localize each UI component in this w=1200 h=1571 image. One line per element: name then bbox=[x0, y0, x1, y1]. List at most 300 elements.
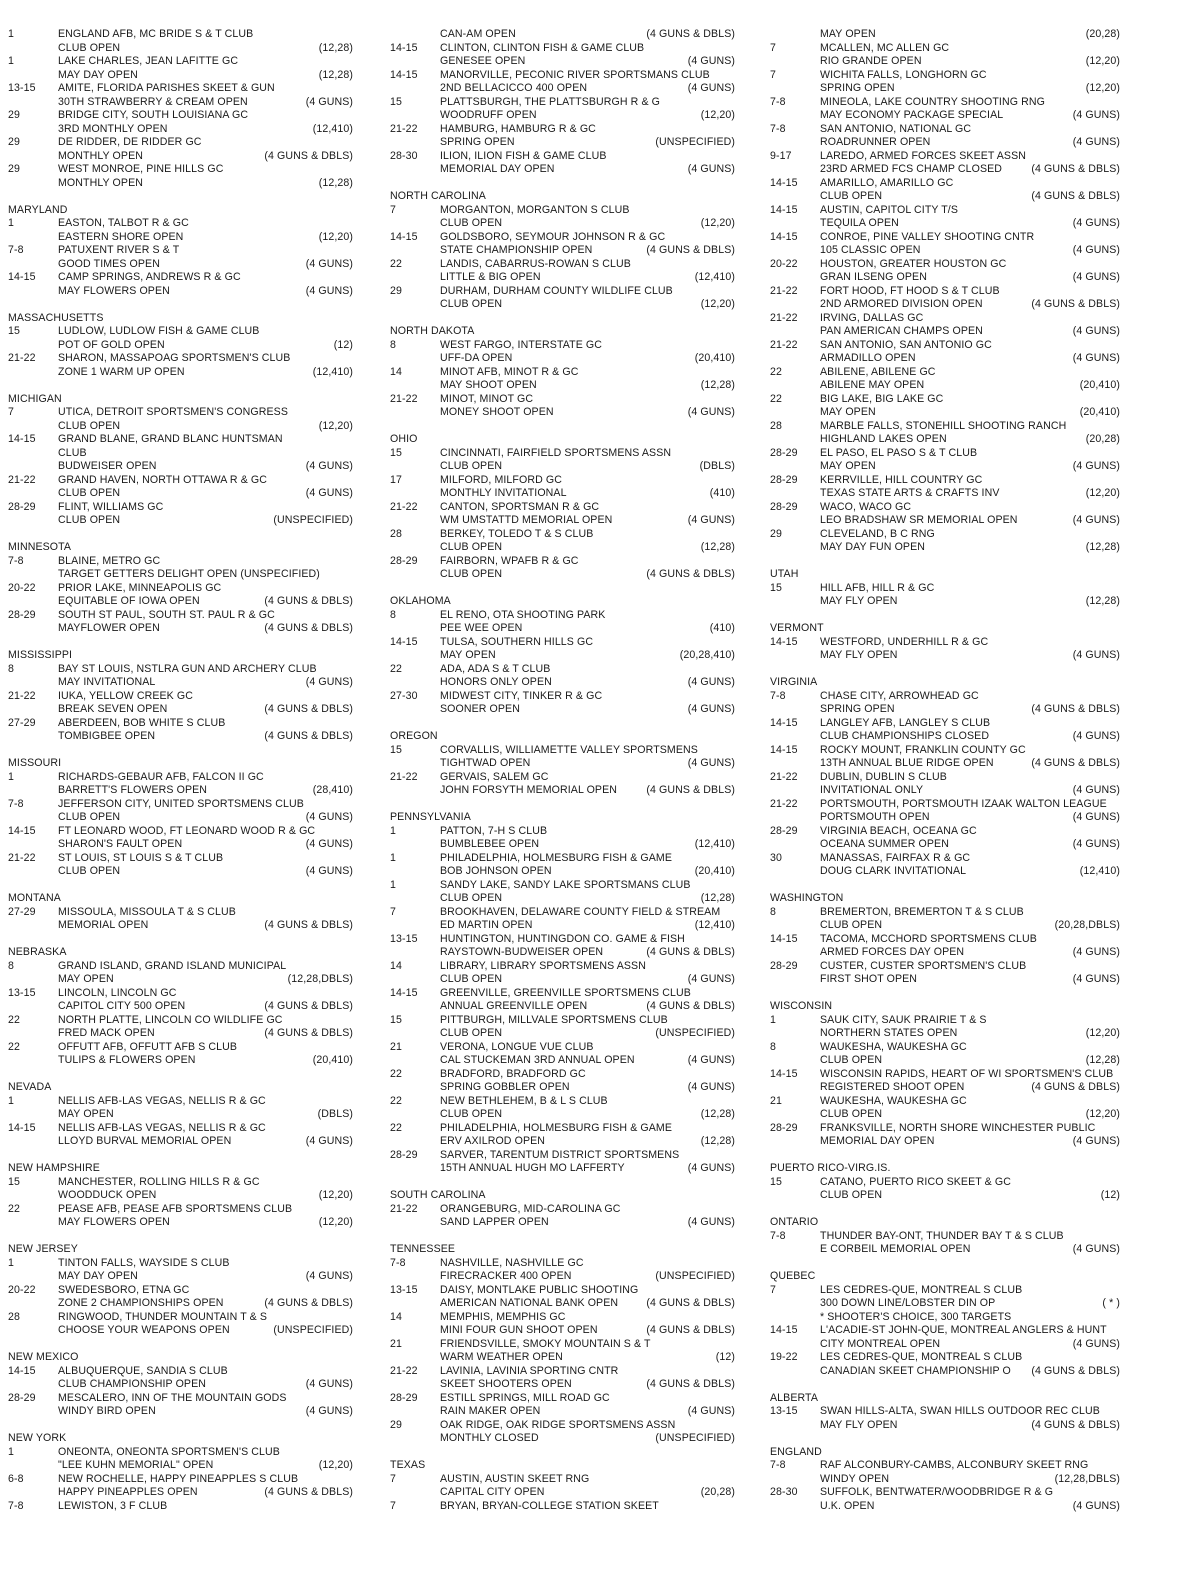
state-heading: NEVADA bbox=[8, 1081, 52, 1093]
event-text: ARMED FORCES DAY OPEN bbox=[820, 946, 965, 958]
event-line bbox=[8, 1446, 353, 1460]
event-text: CAN-AM OPEN bbox=[440, 28, 516, 40]
event-line bbox=[8, 568, 353, 582]
event-text: SOUTH ST PAUL, SOUTH ST. PAUL R & GC bbox=[58, 608, 275, 621]
event-text: NELLIS AFB-LAS VEGAS, NELLIS R & GC bbox=[58, 1094, 266, 1107]
event-text: MAY OPEN bbox=[820, 460, 876, 472]
event-line bbox=[390, 123, 735, 137]
state-heading: OREGON bbox=[390, 730, 438, 742]
event-text: NEW ROCHELLE, HAPPY PINEAPPLES S CLUB bbox=[58, 1472, 299, 1485]
event-dates: 7-8 bbox=[770, 1229, 786, 1242]
event-gauges: (4 GUNS) bbox=[687, 406, 735, 418]
event-gauges: (410) bbox=[709, 487, 735, 499]
event-gauges: (4 GUNS & DBLS) bbox=[646, 784, 735, 796]
event-text: GENESEE OPEN bbox=[440, 55, 526, 67]
event-gauges: (4 GUNS) bbox=[687, 163, 735, 175]
event-text: PORTSMOUTH, PORTSMOUTH IZAAK WALTON LEAGUE bbox=[820, 797, 1107, 810]
event-line bbox=[770, 1068, 1120, 1082]
event-line bbox=[770, 271, 1120, 285]
event-line bbox=[8, 1027, 353, 1041]
spacer bbox=[390, 1176, 735, 1190]
event-line bbox=[390, 217, 735, 231]
event-line bbox=[390, 150, 735, 164]
event-text: RAIN MAKER OPEN bbox=[440, 1405, 541, 1417]
event-dates: 28-29 bbox=[770, 959, 798, 972]
event-text: MONTHLY OPEN bbox=[58, 176, 143, 189]
event-gauges: (4 GUNS) bbox=[305, 865, 353, 877]
event-line bbox=[390, 1203, 735, 1217]
event-line bbox=[390, 514, 735, 528]
event-dates: 29 bbox=[390, 284, 402, 297]
event-text: WEST MONROE, PINE HILLS GC bbox=[58, 163, 224, 175]
spacer bbox=[390, 312, 735, 326]
event-dates: 14-15 bbox=[770, 932, 798, 945]
event-dates: 7 bbox=[390, 1499, 396, 1512]
event-dates: 7-8 bbox=[770, 1459, 786, 1471]
event-dates: 21-22 bbox=[390, 1364, 418, 1377]
event-line bbox=[8, 1108, 353, 1122]
event-text: MAY FLY OPEN bbox=[820, 1418, 898, 1431]
event-line bbox=[390, 204, 735, 218]
event-line bbox=[8, 82, 353, 96]
event-gauges: (4 GUNS & DBLS) bbox=[1031, 1418, 1120, 1431]
event-dates: 14 bbox=[390, 1310, 402, 1323]
event-line bbox=[390, 244, 735, 258]
event-text: CLUB OPEN bbox=[440, 1108, 503, 1120]
event-line bbox=[8, 784, 353, 798]
event-text: MINOT, MINOT GC bbox=[440, 392, 534, 405]
event-line bbox=[8, 1216, 353, 1230]
spacer bbox=[770, 1149, 1120, 1163]
event-dates: 21-22 bbox=[770, 338, 798, 351]
spacer bbox=[8, 190, 353, 204]
event-text: BRYAN, BRYAN-COLLEGE STATION SKEET bbox=[440, 1499, 659, 1512]
event-line bbox=[8, 150, 353, 164]
event-text: E CORBEIL MEMORIAL OPEN bbox=[820, 1243, 971, 1255]
event-line bbox=[770, 1108, 1120, 1122]
event-dates: 14-15 bbox=[770, 1067, 798, 1080]
event-dates: 14-15 bbox=[770, 743, 798, 756]
event-text: KERRVILLE, HILL COUNTRY GC bbox=[820, 473, 983, 486]
event-line bbox=[770, 757, 1120, 771]
event-text: MEMORIAL OPEN bbox=[58, 919, 149, 931]
event-line bbox=[770, 528, 1120, 542]
event-line bbox=[8, 825, 353, 839]
event-text: LAKE CHARLES, JEAN LAFITTE GC bbox=[58, 55, 239, 67]
event-line bbox=[390, 892, 735, 906]
event-gauges: (20,28,410) bbox=[679, 649, 735, 661]
event-gauges: (4 GUNS & DBLS) bbox=[264, 622, 353, 634]
event-text: GRAN ILSENG OPEN bbox=[820, 271, 927, 283]
event-text: SHARON'S FAULT OPEN bbox=[58, 838, 183, 850]
event-line bbox=[770, 487, 1120, 501]
event-dates: 14-15 bbox=[8, 433, 36, 445]
event-dates: 22 bbox=[8, 1013, 20, 1026]
event-gauges: (12,20) bbox=[1085, 1027, 1120, 1039]
event-dates: 21-22 bbox=[770, 311, 798, 324]
event-line bbox=[8, 811, 353, 825]
event-text: MAY DAY OPEN bbox=[58, 68, 138, 81]
state-heading: PENNSYLVANIA bbox=[390, 811, 471, 823]
event-dates: 29 bbox=[770, 527, 782, 540]
event-text: CLUB OPEN bbox=[440, 298, 503, 310]
event-line bbox=[8, 690, 353, 704]
event-dates: 8 bbox=[770, 905, 776, 918]
spacer bbox=[8, 1419, 353, 1433]
event-line bbox=[390, 609, 735, 623]
event-text: FLINT, WILLIAMS GC bbox=[58, 500, 164, 513]
state-heading: TEXAS bbox=[390, 1459, 426, 1471]
event-text: SARVER, TARENTUM DISTRICT SPORTSMENS bbox=[440, 1148, 680, 1161]
event-line bbox=[770, 298, 1120, 312]
event-line bbox=[390, 1257, 735, 1271]
event-text: MANORVILLE, PECONIC RIVER SPORTSMANS CLUB bbox=[440, 68, 710, 81]
event-gauges: (12,28) bbox=[700, 1108, 735, 1120]
event-line bbox=[770, 1351, 1120, 1365]
event-text: OCEANA SUMMER OPEN bbox=[820, 838, 949, 850]
event-gauges: (12,28) bbox=[318, 41, 353, 54]
event-text: PAN AMERICAN CHAMPS OPEN bbox=[820, 325, 983, 337]
event-gauges: (DBLS) bbox=[317, 1108, 353, 1120]
event-line bbox=[390, 541, 735, 555]
event-gauges: (4 GUNS) bbox=[1072, 1243, 1120, 1255]
event-text: CLUB CHAMPIONSHIPS CLOSED bbox=[820, 730, 990, 742]
event-text: BRIDGE CITY, SOUTH LOUISIANA GC bbox=[58, 109, 249, 121]
event-gauges: (4 GUNS) bbox=[1072, 109, 1120, 121]
event-dates: 14-15 bbox=[8, 824, 36, 837]
event-text: ADA, ADA S & T CLUB bbox=[440, 662, 551, 675]
event-line bbox=[770, 636, 1120, 650]
listing-column-2 bbox=[390, 28, 735, 1513]
event-line bbox=[770, 1419, 1120, 1433]
event-gauges: (4 GUNS & DBLS) bbox=[1031, 1081, 1120, 1093]
event-line bbox=[8, 555, 353, 569]
event-line bbox=[770, 204, 1120, 218]
listing-column-3 bbox=[770, 28, 1120, 1513]
event-line bbox=[770, 784, 1120, 798]
event-text: MEMORIAL DAY OPEN bbox=[820, 1135, 935, 1147]
event-line bbox=[770, 1230, 1120, 1244]
event-text: RAF ALCONBURY-CAMBS, ALCONBURY SKEET RNG bbox=[820, 1459, 1089, 1471]
state-heading: WISCONSIN bbox=[770, 1000, 833, 1012]
event-text: CLUB OPEN bbox=[440, 973, 503, 985]
event-line bbox=[390, 825, 735, 839]
event-text: 15TH ANNUAL HUGH MO LAFFERTY bbox=[440, 1162, 625, 1174]
event-text: CLUB OPEN bbox=[58, 41, 121, 54]
event-line bbox=[8, 973, 353, 987]
event-line bbox=[390, 1135, 735, 1149]
event-text: HOUSTON, GREATER HOUSTON GC bbox=[820, 257, 1007, 270]
event-text: HIGHLAND LAKES OPEN bbox=[820, 433, 947, 445]
event-line bbox=[390, 1122, 735, 1136]
event-dates: 28-29 bbox=[770, 473, 798, 486]
event-gauges: (4 GUNS) bbox=[305, 284, 353, 297]
event-text: CLINTON, CLINTON FISH & GAME CLUB bbox=[440, 41, 645, 54]
event-text: LINCOLN, LINCOLN GC bbox=[58, 986, 177, 999]
event-line bbox=[8, 582, 353, 596]
event-line bbox=[770, 1405, 1120, 1419]
event-line bbox=[8, 271, 353, 285]
event-line bbox=[390, 1486, 735, 1500]
event-text: GRAND HAVEN, NORTH OTTAWA R & GC bbox=[58, 473, 268, 486]
event-line bbox=[8, 1459, 353, 1473]
event-text: THUNDER BAY-ONT, THUNDER BAY T & S CLUB bbox=[820, 1229, 1064, 1242]
event-line bbox=[8, 1041, 353, 1055]
event-line bbox=[390, 1378, 735, 1392]
event-line bbox=[770, 582, 1120, 596]
event-gauges: (4 GUNS) bbox=[687, 55, 735, 67]
event-line bbox=[390, 879, 735, 893]
event-dates: 29 bbox=[8, 163, 20, 175]
event-line bbox=[8, 406, 353, 420]
event-text: BOB JOHNSON OPEN bbox=[440, 865, 552, 877]
event-text: PORTSMOUTH OPEN bbox=[820, 811, 930, 823]
event-text: BROOKHAVEN, DELAWARE COUNTY FIELD & STREAM bbox=[440, 905, 721, 918]
event-dates: 28-29 bbox=[770, 824, 798, 837]
spacer bbox=[8, 1068, 353, 1082]
event-line bbox=[8, 1189, 353, 1203]
event-line bbox=[390, 703, 735, 717]
event-line bbox=[770, 163, 1120, 177]
event-gauges: (UNSPECIFIED) bbox=[655, 1270, 735, 1282]
event-line bbox=[390, 676, 735, 690]
event-text: EQUITABLE OF IOWA OPEN bbox=[58, 595, 200, 607]
event-line bbox=[8, 1392, 353, 1406]
state-heading: MISSOURI bbox=[8, 757, 62, 769]
state-heading: QUEBEC bbox=[770, 1270, 816, 1282]
event-dates: 21 bbox=[390, 1040, 402, 1053]
event-line bbox=[8, 730, 353, 744]
event-line bbox=[770, 919, 1120, 933]
spacer bbox=[770, 1432, 1120, 1446]
event-line bbox=[390, 622, 735, 636]
spacer bbox=[390, 717, 735, 731]
event-text: EL RENO, OTA SHOOTING PARK bbox=[440, 608, 606, 621]
event-gauges: (4 GUNS & DBLS) bbox=[264, 149, 353, 162]
event-dates: 22 bbox=[770, 365, 782, 378]
event-gauges: (20,28) bbox=[1085, 433, 1120, 445]
event-gauges: (4 GUNS) bbox=[1072, 730, 1120, 742]
event-dates: 21-22 bbox=[770, 770, 798, 783]
event-text: LEO BRADSHAW SR MEMORIAL OPEN bbox=[820, 514, 1018, 526]
event-line bbox=[8, 771, 353, 785]
event-line bbox=[390, 406, 735, 420]
event-line bbox=[8, 69, 353, 83]
event-line bbox=[390, 1014, 735, 1028]
event-dates: 7-8 bbox=[770, 689, 786, 702]
event-dates: 14-15 bbox=[390, 68, 418, 81]
event-text: SKEET SHOOTERS OPEN bbox=[440, 1378, 572, 1390]
event-text: 23RD ARMED FCS CHAMP CLOSED bbox=[820, 163, 1003, 175]
event-text: MINI FOUR GUN SHOOT OPEN bbox=[440, 1324, 598, 1336]
event-gauges: (4 GUNS) bbox=[687, 514, 735, 526]
event-line bbox=[8, 1284, 353, 1298]
event-line bbox=[8, 919, 353, 933]
event-line bbox=[770, 1041, 1120, 1055]
event-text: SPRING GOBBLER OPEN bbox=[440, 1081, 570, 1093]
event-gauges: (4 GUNS & DBLS) bbox=[264, 1027, 353, 1039]
event-text: CLUB OPEN bbox=[820, 190, 883, 202]
event-gauges: (UNSPECIFIED) bbox=[655, 136, 735, 148]
event-text: CANADIAN SKEET CHAMPIONSHIP O bbox=[820, 1364, 1011, 1377]
event-gauges: (4 GUNS & DBLS) bbox=[264, 1000, 353, 1012]
event-dates: 15 bbox=[390, 95, 402, 108]
event-dates: 21-22 bbox=[8, 851, 36, 864]
event-text: FIRECRACKER 400 OPEN bbox=[440, 1270, 572, 1282]
spacer bbox=[770, 1203, 1120, 1217]
event-dates: 21-22 bbox=[390, 392, 418, 405]
event-gauges: (4 GUNS) bbox=[1072, 838, 1120, 850]
event-line bbox=[390, 568, 735, 582]
event-line bbox=[8, 285, 353, 299]
event-line bbox=[390, 1432, 735, 1446]
state-heading: PUERTO RICO-VIRG.IS. bbox=[770, 1162, 891, 1174]
event-gauges: (4 GUNS) bbox=[1072, 271, 1120, 283]
event-text: IRVING, DALLAS GC bbox=[820, 311, 924, 324]
event-line bbox=[8, 595, 353, 609]
event-line bbox=[8, 1122, 353, 1136]
event-gauges: (4 GUNS) bbox=[1072, 811, 1120, 823]
event-gauges: (12,20) bbox=[318, 1189, 353, 1201]
event-line bbox=[770, 96, 1120, 110]
event-line bbox=[8, 1054, 353, 1068]
event-gauges: (4 GUNS & DBLS) bbox=[1031, 757, 1120, 769]
event-text: SPRING OPEN bbox=[820, 703, 895, 715]
event-line bbox=[390, 1473, 735, 1487]
spacer bbox=[770, 987, 1120, 1001]
event-line bbox=[770, 352, 1120, 366]
event-text: JEFFERSON CITY, UNITED SPORTSMENS CLUB bbox=[58, 797, 304, 810]
event-dates: 28-29 bbox=[390, 1148, 418, 1161]
state-heading: MONTANA bbox=[8, 892, 61, 904]
event-line bbox=[770, 933, 1120, 947]
event-text: TACOMA, MCCHORD SPORTSMENS CLUB bbox=[820, 932, 1037, 945]
event-gauges: (12,20) bbox=[700, 217, 735, 229]
event-dates: 14-15 bbox=[770, 635, 798, 648]
event-gauges: (4 GUNS & DBLS) bbox=[264, 1297, 353, 1309]
spacer bbox=[390, 420, 735, 434]
event-line bbox=[390, 1095, 735, 1109]
event-line bbox=[8, 622, 353, 636]
state-heading: NORTH DAKOTA bbox=[390, 325, 475, 337]
event-text: DAISY, MONTLAKE PUBLIC SHOOTING bbox=[440, 1283, 639, 1296]
event-text: CHOOSE YOUR WEAPONS OPEN bbox=[58, 1324, 230, 1336]
event-dates: 14-15 bbox=[8, 1364, 36, 1377]
event-line bbox=[390, 1351, 735, 1365]
event-text: MAY OPEN bbox=[440, 649, 496, 661]
event-text: BARRETT'S FLOWERS OPEN bbox=[58, 784, 208, 796]
event-gauges: (12,20) bbox=[700, 109, 735, 121]
event-dates: 21 bbox=[770, 1094, 782, 1107]
event-text: AUSTIN, CAPITOL CITY T/S bbox=[820, 203, 958, 216]
event-dates: 22 bbox=[390, 662, 402, 675]
event-text: BAY ST LOUIS, NSTLRA GUN AND ARCHERY CLUB bbox=[58, 662, 317, 675]
event-text: BUMBLEBEE OPEN bbox=[440, 838, 540, 850]
event-line bbox=[770, 744, 1120, 758]
event-text: NELLIS AFB-LAS VEGAS, NELLIS R & GC bbox=[58, 1121, 266, 1134]
event-dates: 13-15 bbox=[390, 932, 418, 945]
event-text: CLUB OPEN bbox=[58, 865, 121, 877]
event-line bbox=[770, 541, 1120, 555]
event-line bbox=[8, 177, 353, 191]
event-text: CLUB OPEN bbox=[58, 419, 121, 432]
event-line bbox=[770, 447, 1120, 461]
event-dates: 1 bbox=[8, 217, 14, 229]
event-gauges: (4 GUNS & DBLS) bbox=[646, 946, 735, 958]
event-text: VIRGINIA BEACH, OCEANA GC bbox=[820, 824, 977, 837]
event-line bbox=[390, 82, 735, 96]
event-text: GERVAIS, SALEM GC bbox=[440, 770, 549, 783]
event-line bbox=[770, 1459, 1120, 1473]
event-line bbox=[390, 865, 735, 879]
event-dates: 7-8 bbox=[8, 797, 24, 810]
state-heading: OKLAHOMA bbox=[390, 595, 451, 607]
event-text: CAL STUCKEMAN 3RD ANNUAL OPEN bbox=[440, 1054, 635, 1066]
spacer bbox=[8, 298, 353, 312]
event-text: FRANKSVILLE, NORTH SHORE WINCHESTER PUBLIC bbox=[820, 1121, 1096, 1134]
event-line bbox=[770, 906, 1120, 920]
state-heading: NEW MEXICO bbox=[8, 1351, 79, 1363]
event-dates: 7-8 bbox=[8, 244, 24, 256]
event-line bbox=[390, 55, 735, 69]
event-dates: 14-15 bbox=[390, 986, 418, 999]
event-gauges: (4 GUNS) bbox=[687, 1054, 735, 1066]
event-text: AMARILLO, AMARILLO GC bbox=[820, 176, 954, 189]
event-line bbox=[390, 136, 735, 150]
event-gauges: (12,28) bbox=[1085, 1054, 1120, 1066]
event-dates: 8 bbox=[8, 959, 14, 972]
event-gauges: (4 GUNS) bbox=[305, 676, 353, 688]
event-text: WARM WEATHER OPEN bbox=[440, 1351, 563, 1363]
event-line bbox=[8, 420, 353, 434]
event-dates: 28-29 bbox=[770, 500, 798, 513]
spacer bbox=[8, 744, 353, 758]
event-gauges: (4 GUNS & DBLS) bbox=[1031, 190, 1120, 202]
event-line bbox=[390, 352, 735, 366]
event-text: MORGANTON, MORGANTON S CLUB bbox=[440, 203, 630, 216]
spacer bbox=[770, 879, 1120, 893]
event-text: MAY OPEN bbox=[820, 28, 876, 40]
event-text: MONTHLY OPEN bbox=[58, 149, 143, 162]
event-text: ERV AXILROD OPEN bbox=[440, 1135, 546, 1147]
event-line bbox=[8, 55, 353, 69]
event-dates: 21-22 bbox=[770, 284, 798, 297]
event-dates: 6-8 bbox=[8, 1472, 24, 1485]
spacer bbox=[8, 933, 353, 947]
event-text: MANASSAS, FAIRFAX R & GC bbox=[820, 851, 971, 864]
event-gauges: (12,28) bbox=[700, 1135, 735, 1147]
event-gauges: (4 GUNS) bbox=[1072, 1499, 1120, 1512]
event-text: ORANGEBURG, MID-CAROLINA GC bbox=[440, 1202, 621, 1215]
event-text: WACO, WACO GC bbox=[820, 500, 912, 513]
event-dates: 8 bbox=[390, 338, 396, 351]
event-dates: 19-22 bbox=[770, 1351, 798, 1363]
event-line bbox=[770, 1027, 1120, 1041]
event-text: AMITE, FLORIDA PARISHES SKEET & GUN bbox=[58, 82, 275, 94]
event-dates: 28-29 bbox=[390, 554, 418, 567]
event-line bbox=[8, 676, 353, 690]
event-line bbox=[390, 339, 735, 353]
event-text: PEASE AFB, PEASE AFB SPORTSMENS CLUB bbox=[58, 1202, 293, 1215]
event-dates: 21-22 bbox=[390, 1202, 418, 1215]
event-dates: 15 bbox=[390, 446, 402, 459]
event-text: BUDWEISER OPEN bbox=[58, 460, 157, 472]
event-gauges: (4 GUNS & DBLS) bbox=[646, 1324, 735, 1336]
event-dates: 1 bbox=[8, 1256, 14, 1269]
event-line bbox=[770, 28, 1120, 42]
event-dates: 8 bbox=[390, 608, 396, 621]
event-dates: 1 bbox=[390, 851, 396, 864]
